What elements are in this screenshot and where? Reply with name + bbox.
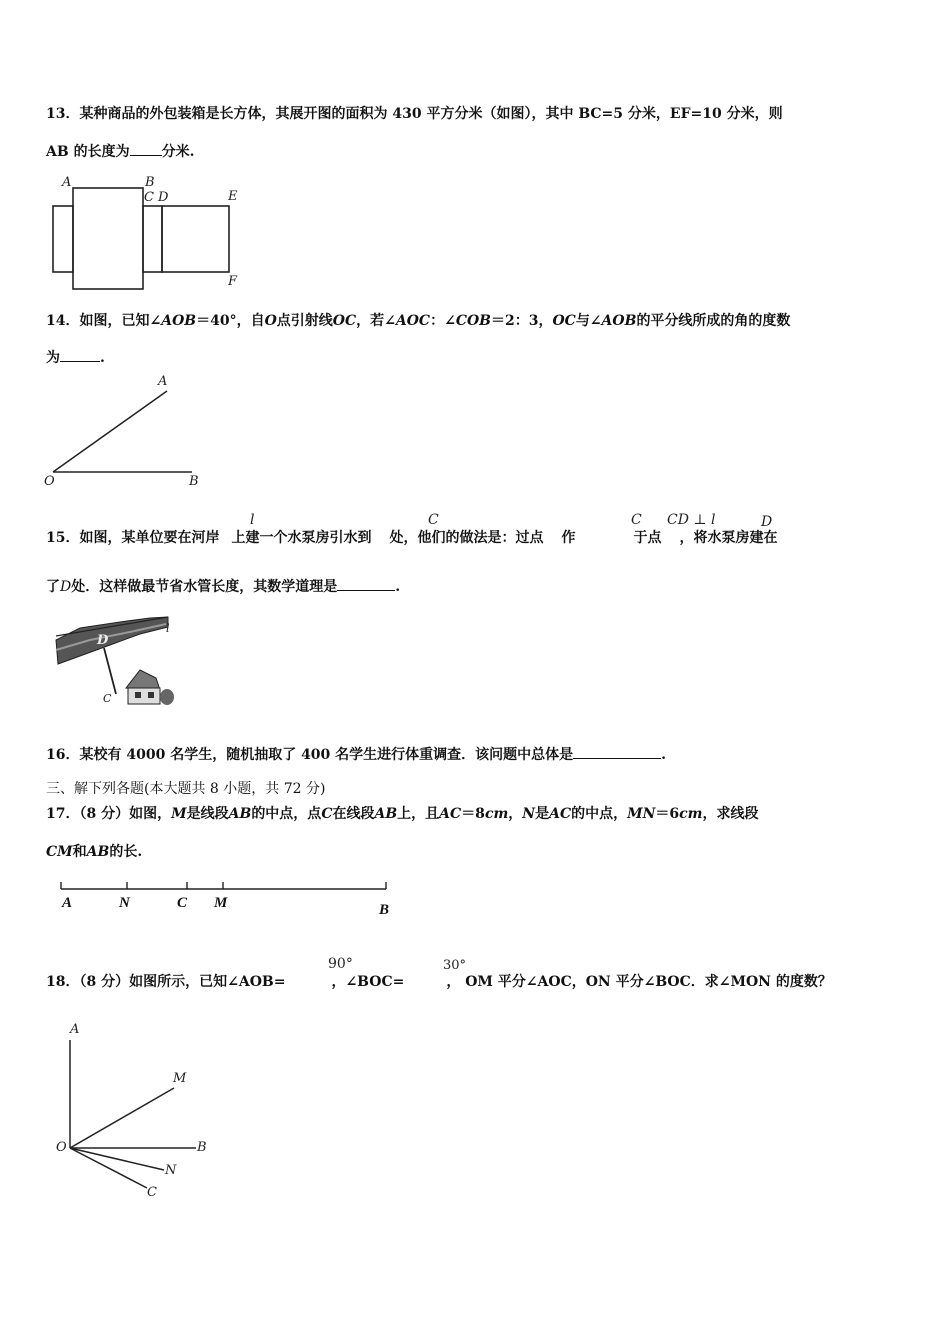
q15-text: 了 <box>46 579 60 595</box>
label-M: M <box>173 1071 187 1086</box>
label-A: A <box>62 175 72 190</box>
label-E: E <box>228 189 238 204</box>
q15-text: 于点 <box>633 530 662 546</box>
ray-OM <box>70 1088 174 1148</box>
label-O: O <box>44 474 55 489</box>
q17-text: 的中点，点 <box>251 806 322 822</box>
label-B: B <box>145 175 155 190</box>
section3-text: 三、解下列各题(本大题共 8 小题，共 72 分) <box>46 781 326 797</box>
label-F: F <box>228 274 238 289</box>
q15-text: 处．这样做最节省水管长度，其数学道理是 <box>71 579 338 595</box>
q15-var-l: l <box>250 512 255 528</box>
q14-text: ＝2：3， <box>490 313 553 329</box>
q15-text: 作 <box>561 530 576 546</box>
q17-var: AB <box>228 806 252 822</box>
q17-text: 是线段 <box>186 806 229 822</box>
q17-var: AB <box>374 806 398 822</box>
label-D: D <box>158 190 169 205</box>
ray-ON <box>70 1148 164 1170</box>
q18-text: ， OM 平分∠AOC，ON 平分∠BOC．求∠MON 的度数？ <box>446 974 832 990</box>
q14-text: 的平分线所成的角的度数 <box>636 313 791 329</box>
q17-text: ＝8 <box>461 806 485 822</box>
label-C: C <box>147 1185 157 1200</box>
label-M: M <box>214 895 228 911</box>
q15-text: 15．如图，某单位要在河岸 <box>46 530 220 546</box>
q17-text: ＝6 <box>655 806 680 822</box>
label-B: B <box>197 1140 207 1155</box>
q14-text: ＝40°，自 <box>196 313 265 329</box>
q14-text: 点引射线 <box>276 313 333 329</box>
q14-var: OC <box>552 313 576 329</box>
q17-text: ， <box>508 806 523 822</box>
q14-line2-post: . <box>100 350 105 366</box>
q17-text: 是 <box>535 806 550 822</box>
label-C: C <box>177 895 188 911</box>
q17-var: CM <box>46 844 73 860</box>
q18-text: 18．（8 分）如图所示，已知∠AOB= <box>46 974 286 990</box>
q17-text: 的长. <box>109 844 143 860</box>
q14-var: COB <box>455 313 491 329</box>
label-D: D <box>97 633 109 648</box>
q15-var-c: C <box>428 512 439 528</box>
q17-text: ，求线段 <box>702 806 759 822</box>
q17-text: 上，且 <box>397 806 440 822</box>
q15-var-cd: CD ⊥ l <box>667 512 716 528</box>
q13-line2-pre: AB 的长度为 <box>46 144 130 160</box>
q15-var: D <box>60 579 72 595</box>
q17-var: M <box>171 806 187 822</box>
q15-text: ，将水泵房建在 <box>679 530 778 546</box>
label-C: C <box>103 692 112 705</box>
q18-value-30: 30° <box>443 958 467 973</box>
q17-text: 在线段 <box>332 806 375 822</box>
label-A: A <box>62 895 73 911</box>
q14-var: OC <box>332 313 357 329</box>
q14-var: AOC <box>395 313 431 329</box>
label-A: A <box>70 1022 80 1037</box>
label-l: l <box>166 622 170 635</box>
q17-var: AB <box>86 844 110 860</box>
q14-text: 14．如图，已知∠ <box>46 313 162 329</box>
q14-line2-pre: 为 <box>46 350 60 366</box>
q14-text: ，若∠ <box>356 313 396 329</box>
q17-var: C <box>321 806 333 822</box>
q14-var: O <box>264 313 277 329</box>
q15-text: 处，他们的做法是：过点 <box>389 530 544 546</box>
q17-var: AC <box>439 806 462 822</box>
q13-text: 13．某种商品的外包装箱是长方体，其展开图的面积为 430 平方分米（如图），其中 BC=5 分米，EF=10 分米，则 <box>46 106 783 122</box>
label-A: A <box>158 374 168 389</box>
q14-var: AOB <box>161 313 197 329</box>
q17-var: N <box>522 806 536 822</box>
q15-var-d: D <box>761 514 773 530</box>
q18-text: ，∠BOC= <box>331 974 405 990</box>
q17-text: 的中点， <box>571 806 628 822</box>
q17-var: AC <box>549 806 572 822</box>
q14-text: 与∠ <box>575 313 602 329</box>
label-B: B <box>379 902 390 918</box>
q14-text: ：∠ <box>430 313 456 329</box>
q15-var-c2: C <box>631 512 642 528</box>
q17-text: 和 <box>72 844 87 860</box>
q13-line2-post: 分米. <box>161 144 195 160</box>
label-N: N <box>165 1163 177 1178</box>
label-N: N <box>119 895 130 911</box>
q15-text: . <box>395 579 401 595</box>
label-O: O <box>56 1140 67 1155</box>
label-B: B <box>189 474 199 489</box>
q17-text: 17．（8 分）如图， <box>46 806 172 822</box>
q15-text: 上建一个水泵房引水到 <box>231 530 372 546</box>
q14-var: AOB <box>601 313 637 329</box>
q16-post: . <box>661 747 667 763</box>
q17-var: cm <box>484 806 509 822</box>
q16-text: 16．某校有 4000 名学生，随机抽取了 400 名学生进行体重调查．该问题中总体是 <box>46 747 574 763</box>
q17-var: cm <box>679 806 703 822</box>
label-C: C <box>144 190 154 205</box>
q18-value-90: 90° <box>328 956 353 972</box>
ray-OC <box>70 1148 147 1188</box>
q17-var: MN <box>627 806 656 822</box>
